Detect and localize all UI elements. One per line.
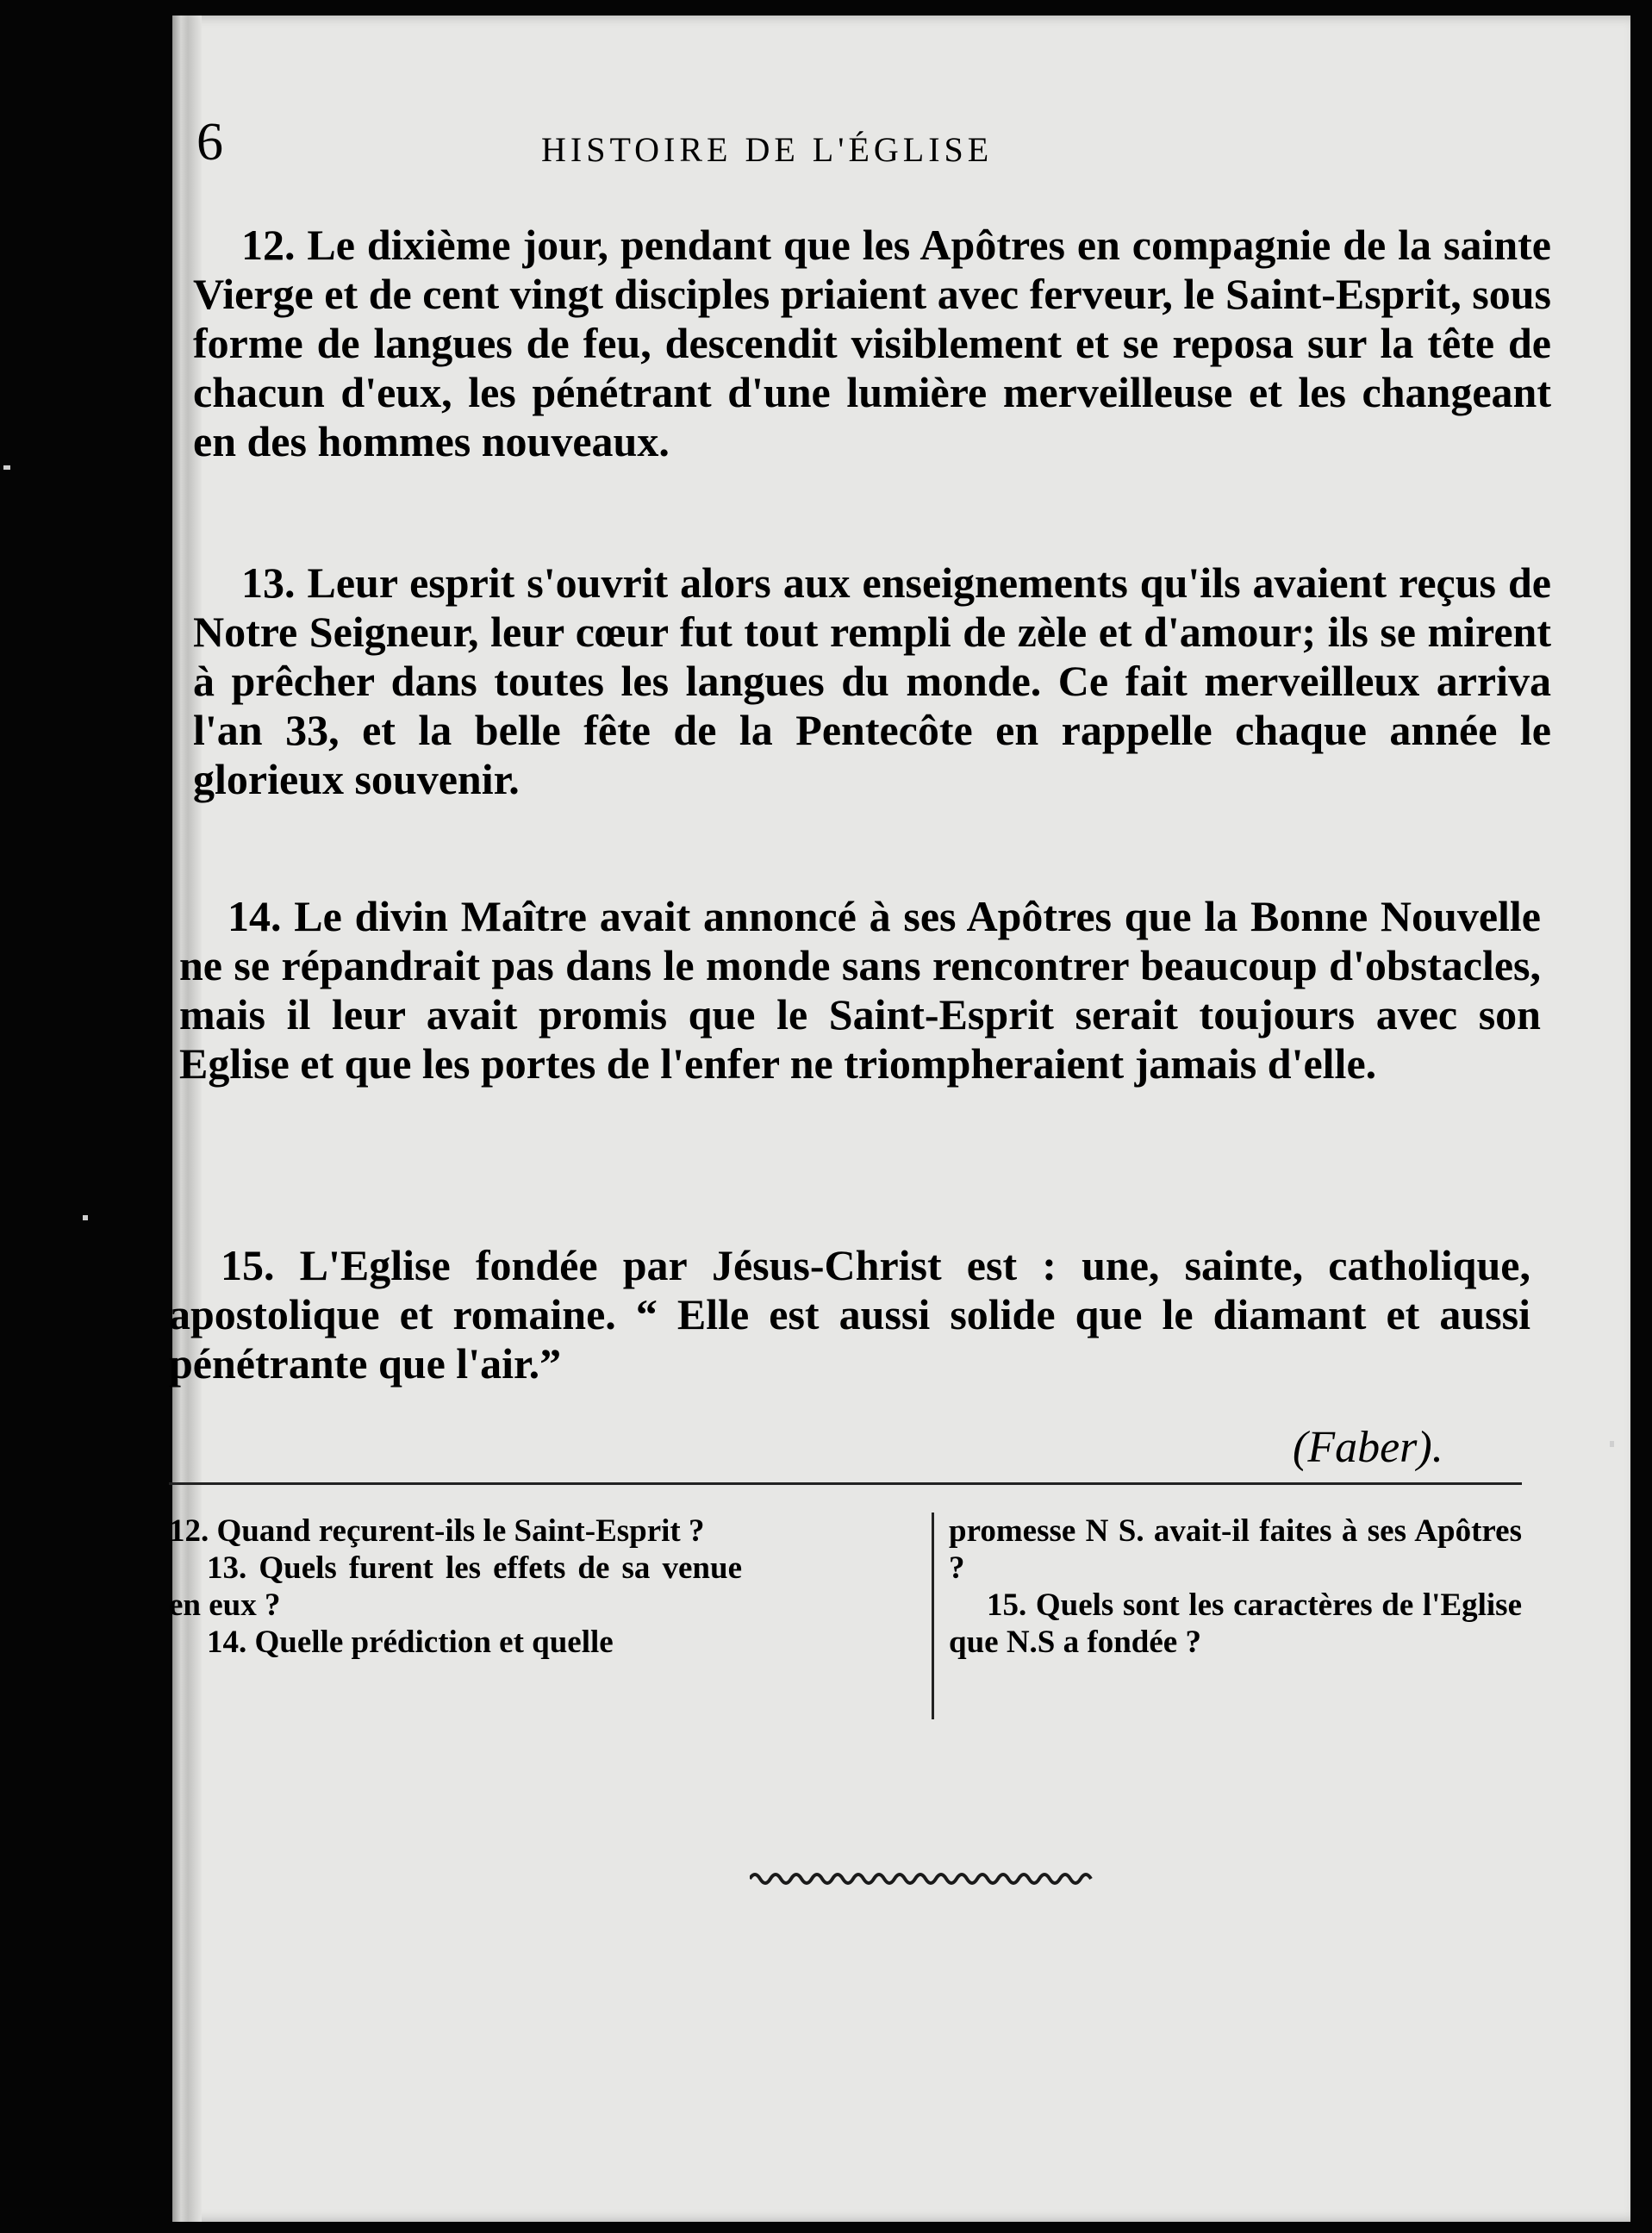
question-item: 14. Quelle prédiction et quelle bbox=[207, 1625, 614, 1660]
paragraph-number: 13. bbox=[241, 558, 296, 607]
paragraph-14 bbox=[179, 892, 1541, 1088]
paragraph-text: Leur esprit s'ouvrit alors aux enseignements qu'ils avaient reçus de Notre Seigneur, leur cœur fut tout rempli de zèle et d'amour; ils se mirent à prêcher dans toutes les langues du monde. Ce fait merveilleux arriva l'an 33, et la belle fête de la Pentecôte en rappelle chaque année le glorieux souvenir. bbox=[193, 558, 1551, 803]
question-item: 15. Quels sont les caractères de l'Eglise que N.S a fondée ? bbox=[949, 1587, 1522, 1660]
running-title: HISTOIRE DE L'ÉGLISE bbox=[541, 130, 994, 169]
question-item: 12. Quand reçurent-ils le Saint-Esprit ? bbox=[169, 1513, 705, 1549]
paragraph-text: L'Eglise fondée par Jésus-Christ est : une, sainte, catholique, apostolique et romaine. “ Elle est aussi solide que le diamant et aussi pénétrante que l'air.” bbox=[169, 1241, 1530, 1388]
paragraph-number: 14. bbox=[228, 892, 282, 940]
paragraph-15 bbox=[169, 1241, 1530, 1388]
paragraph-text: Le divin Maître avait annoncé à ses Apôtres que la Bonne Nouvelle ne se répandrait pas dans le monde sans rencontrer beaucoup d'obstacles, mais il leur avait promis que le Saint-Esprit serait toujours avec son Eglise et que les portes de l'enfer ne triompheraient jamais d'elle. bbox=[179, 892, 1541, 1088]
paragraph-13 bbox=[193, 558, 1551, 804]
quote-attribution: (Faber). bbox=[1293, 1423, 1443, 1472]
column-divider bbox=[932, 1513, 934, 1719]
paragraph-12 bbox=[193, 221, 1551, 466]
scan-speck bbox=[83, 1215, 88, 1220]
question-item: 13. Quels furent les effets de sa venue en eux ? bbox=[169, 1550, 742, 1623]
scan-speck bbox=[3, 465, 10, 470]
scan-speck bbox=[1610, 1441, 1614, 1447]
page-number: 6 bbox=[196, 113, 223, 172]
review-questions bbox=[169, 1513, 1522, 1719]
paragraph-number: 15. bbox=[221, 1241, 275, 1289]
paragraph-text: Le dixième jour, pendant que les Apôtres en compagnie de la sainte Vierge et de cent vingt disciples priaient avec ferveur, le Saint-Esprit, sous forme de langues de feu, descendit visiblement et se reposa sur la tête de chacun d'eux, les pénétrant d'une lumière merveilleuse et les changeant en des hommes nouveaux. bbox=[193, 221, 1551, 465]
questions-right-column bbox=[949, 1513, 1522, 1661]
questions-left-column bbox=[169, 1513, 742, 1661]
footnote-rule bbox=[169, 1482, 1522, 1485]
wavy-ornament bbox=[750, 1866, 1094, 1892]
question-item: promesse N S. avait-il faites à ses Apôtres ? bbox=[949, 1513, 1522, 1586]
paragraph-number: 12. bbox=[241, 221, 296, 269]
page-header bbox=[196, 112, 1317, 181]
